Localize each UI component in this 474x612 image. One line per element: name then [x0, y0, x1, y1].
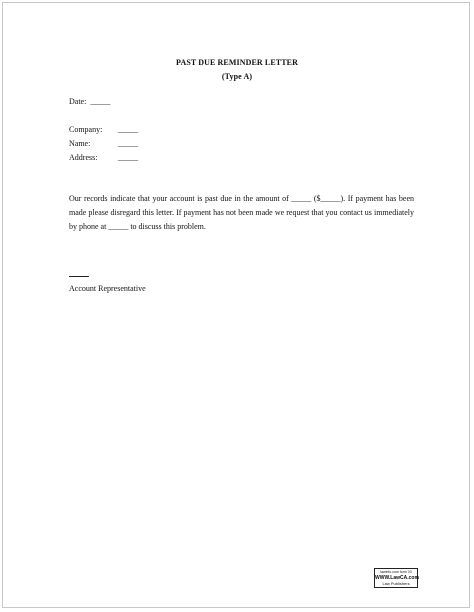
body-paragraph: Our records indicate that your account is past due in the amount of _____ ($_____). If payment has been made please disregard this letter. If payment has not been made we request that you contact us immediately by phone at _____ to discuss this problem. [69, 194, 414, 231]
letter-title: PAST DUE REMINDER LETTER [176, 58, 298, 67]
address-blank: _____ [118, 153, 138, 162]
company-label: Company: [69, 125, 103, 134]
address-field [69, 153, 138, 162]
date-label: Date: [69, 97, 87, 106]
publisher-name: Law Publishers [382, 580, 410, 586]
company-field [69, 125, 138, 134]
publisher-form-id: lawinfo.com form 03 [380, 570, 412, 574]
signature-title: Account Representative [69, 284, 146, 293]
company-blank: _____ [118, 125, 138, 134]
letter-subtitle: (Type A) [221, 72, 253, 81]
page-frame [2, 2, 470, 608]
name-label: Name: [69, 139, 91, 148]
name-blank: _____ [118, 139, 138, 148]
address-label: Address: [69, 153, 98, 162]
date-field [69, 97, 110, 106]
publisher-website: WWW.LawCA.com [375, 574, 419, 581]
date-blank: _____ [90, 97, 111, 106]
name-field [69, 139, 138, 148]
publisher-badge [374, 568, 418, 588]
signature-line [69, 276, 89, 277]
